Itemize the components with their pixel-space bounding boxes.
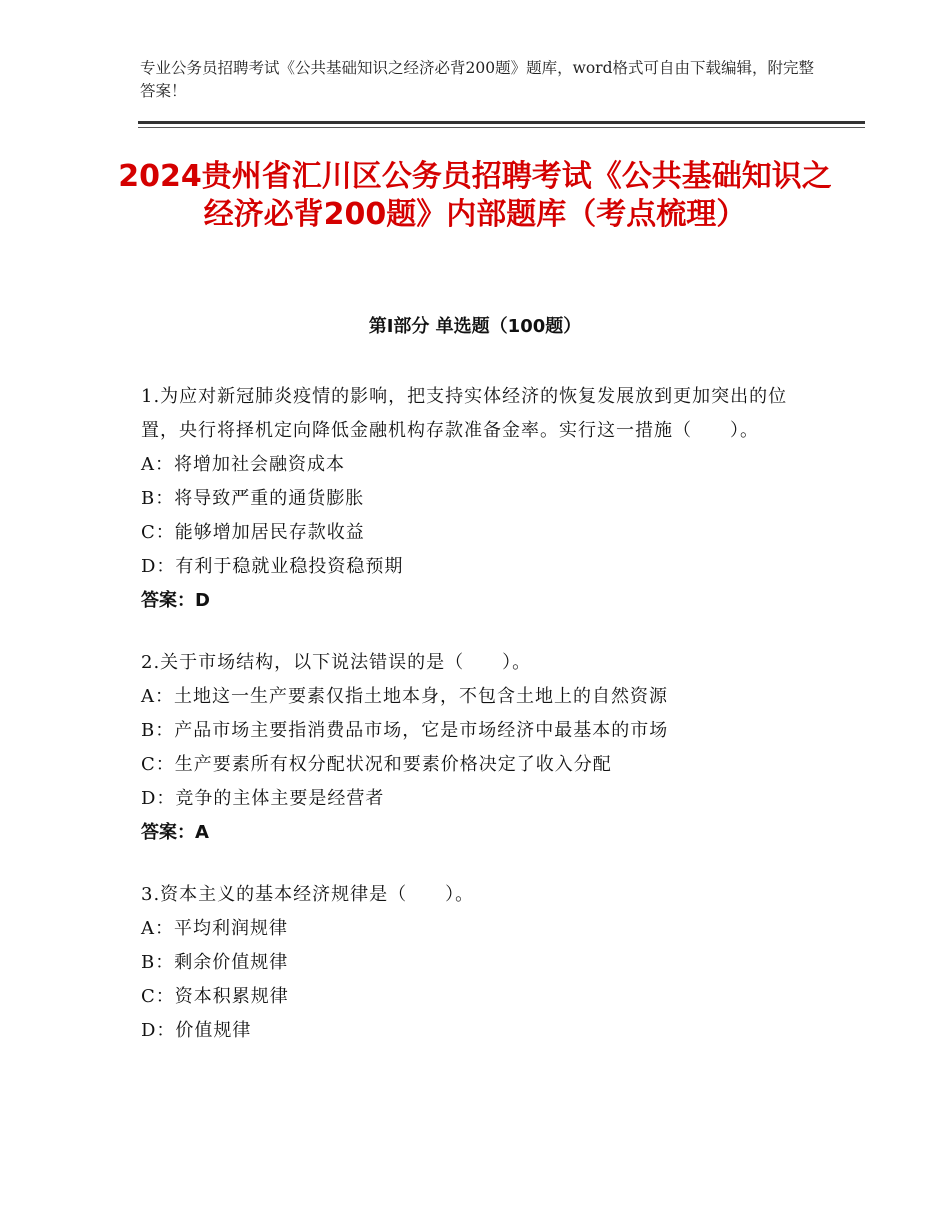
option-b: B：剩余价值规律 bbox=[141, 952, 289, 973]
option-a: A：平均利润规律 bbox=[141, 918, 288, 939]
document-title: 2024贵州省汇川区公务员招聘考试《公共基础知识之经济必背200题》内部题库（考点梳理） bbox=[118, 159, 832, 232]
option-d: D：价值规律 bbox=[141, 1020, 252, 1041]
option-c: C：生产要素所有权分配状况和要素价格决定了收入分配 bbox=[141, 754, 612, 775]
answer-line: 答案：A bbox=[141, 822, 209, 843]
question-list bbox=[141, 380, 811, 1076]
option-a: A：将增加社会融资成本 bbox=[141, 454, 345, 475]
question-1 bbox=[141, 380, 811, 618]
header-divider-thick bbox=[138, 121, 865, 124]
section-heading: 第Ⅰ部分 单选题（100题） bbox=[368, 316, 582, 337]
option-d: D：有利于稳就业稳投资稳预期 bbox=[141, 556, 404, 577]
option-c: C：能够增加居民存款收益 bbox=[141, 522, 365, 543]
header-divider-thin bbox=[138, 127, 865, 128]
question-stem: 1.为应对新冠肺炎疫情的影响，把支持实体经济的恢复发展放到更加突出的位置，央行将择机定向降低金融机构存款准备金率。实行这一措施（ ）。 bbox=[141, 386, 788, 441]
option-d: D：竞争的主体主要是经营者 bbox=[141, 788, 385, 809]
answer-line: 答案：D bbox=[141, 590, 210, 611]
question-3 bbox=[141, 878, 811, 1048]
question-stem: 3.资本主义的基本经济规律是（ ）。 bbox=[141, 884, 475, 905]
option-c: C：资本积累规律 bbox=[141, 986, 289, 1007]
question-2 bbox=[141, 646, 811, 850]
question-stem: 2.关于市场结构，以下说法错误的是（ ）。 bbox=[141, 652, 532, 673]
option-a: A：土地这一生产要素仅指土地本身，不包含土地上的自然资源 bbox=[141, 686, 668, 707]
header-note: 专业公务员招聘考试《公共基础知识之经济必背200题》题库，word格式可自由下载编辑，附完整答案！ bbox=[140, 59, 815, 100]
option-b: B：产品市场主要指消费品市场，它是市场经济中最基本的市场 bbox=[141, 720, 669, 741]
option-b: B：将导致严重的通货膨胀 bbox=[141, 488, 365, 509]
